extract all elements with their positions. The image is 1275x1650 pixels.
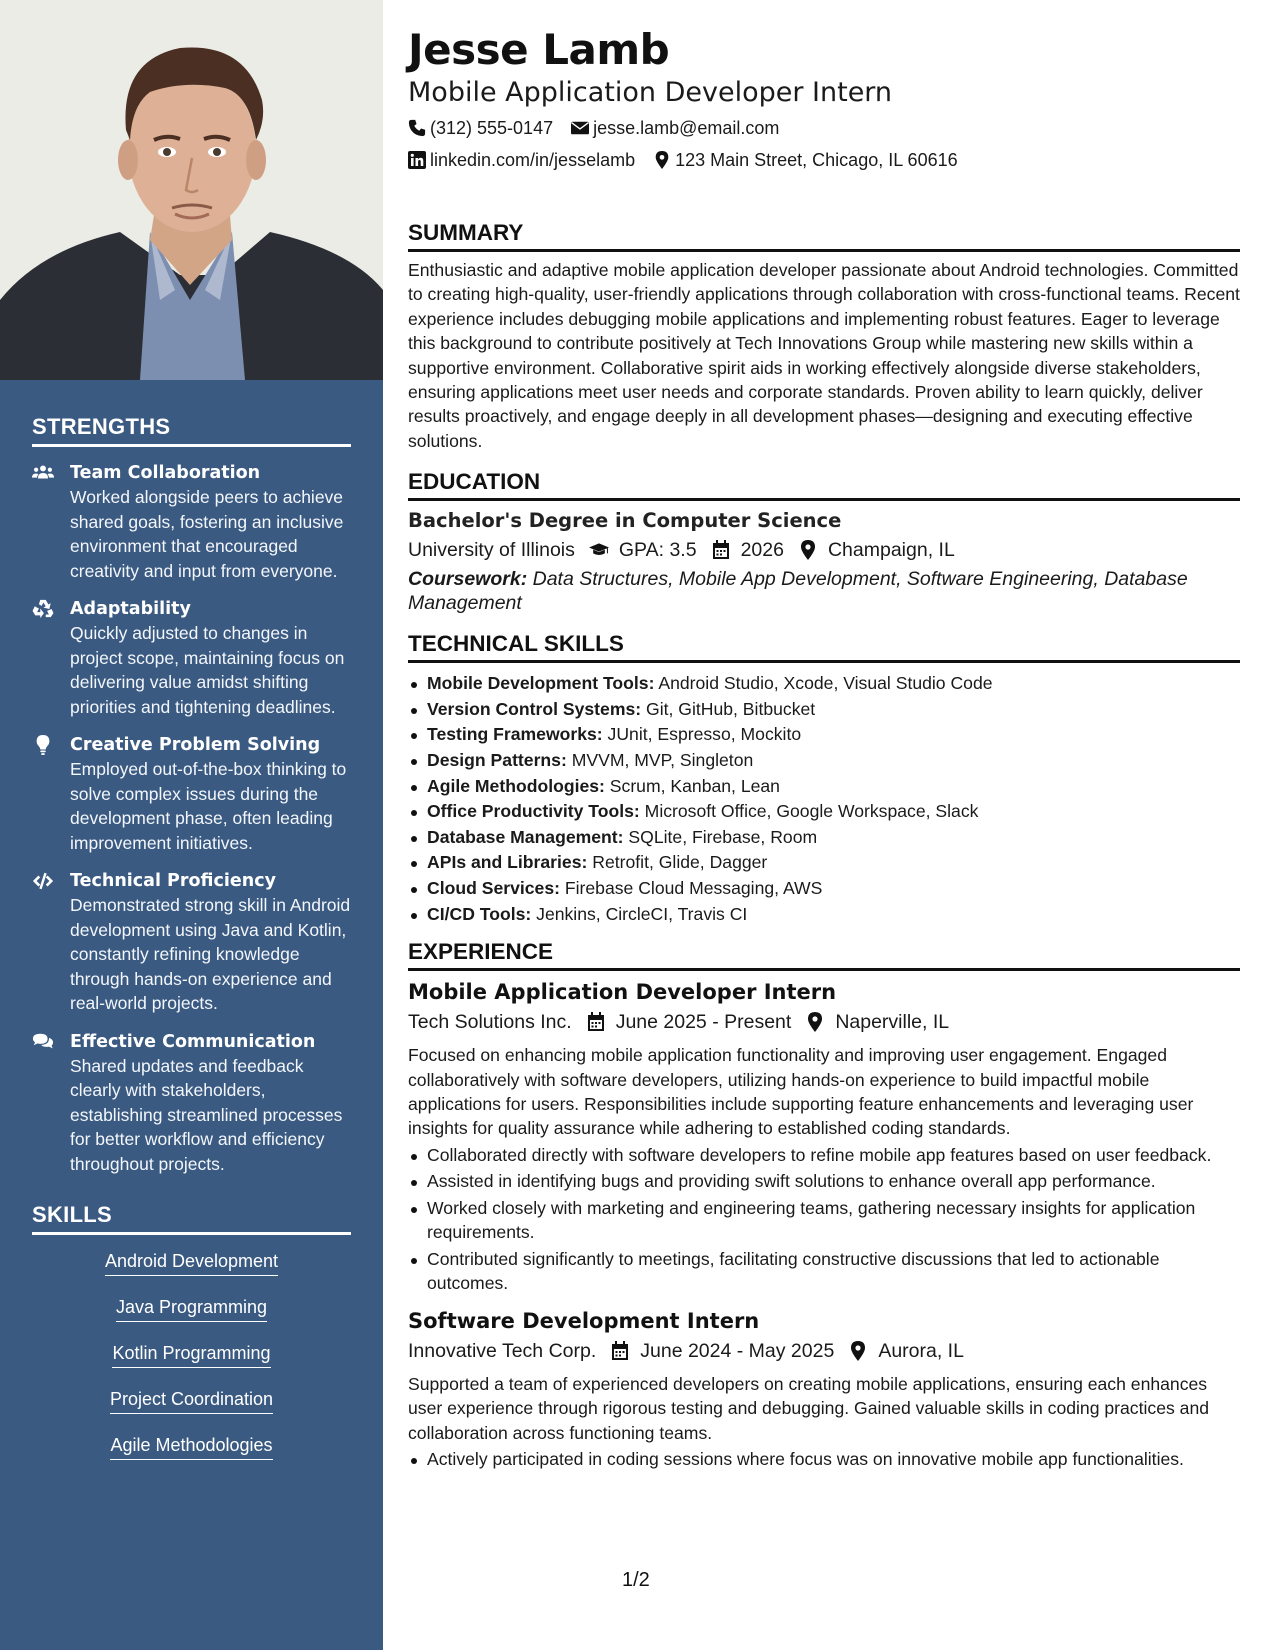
- location-value: Champaign, IL: [827, 539, 955, 562]
- code-icon: [32, 869, 70, 1016]
- skill-category: Office Productivity Tools:: [427, 801, 640, 822]
- technical-skill-item: [408, 671, 1240, 697]
- job-meta: [408, 1336, 1240, 1366]
- coursework: [408, 567, 1240, 615]
- skill-tag: Agile Methodologies: [110, 1433, 272, 1460]
- education-heading: EDUCATION: [408, 467, 1240, 501]
- technical-skill-item: [408, 876, 1240, 902]
- strength-title: Technical Proficiency: [70, 871, 276, 891]
- skill-values: Jenkins, CircleCI, Travis CI: [536, 903, 748, 924]
- skill-category: APIs and Libraries:: [427, 852, 588, 873]
- company-name: Innovative Tech Corp.: [408, 1339, 597, 1362]
- location-value: Aurora, IL: [878, 1339, 964, 1362]
- skill-values: SQLite, Firebase, Room: [628, 826, 818, 847]
- experience-list: [408, 977, 1240, 1471]
- job-dates: [586, 1007, 792, 1037]
- skill-values: Retrofit, Glide, Dagger: [592, 852, 768, 873]
- strength-item: [32, 733, 351, 855]
- job-title: Software Development Intern: [408, 1308, 760, 1333]
- map-pin-icon: [848, 1341, 868, 1361]
- map-pin-icon: [653, 151, 671, 169]
- profile-photo: [0, 0, 383, 380]
- sidebar: [0, 0, 383, 1650]
- skill-category: CI/CD Tools:: [427, 903, 532, 924]
- strength-description: Quickly adjusted to changes in project scope, maintaining focus on delivering value amidst shifting priorities and tightening deadlines.: [70, 623, 345, 717]
- strength-description: Shared updates and feedback clearly with stakeholders, establishing streamlined processes for better workflow and efficiency throughout projects.: [70, 1055, 343, 1174]
- job-bullet: Collaborated directly with software developers to refine mobile app features based on user feedback.: [408, 1143, 1240, 1168]
- skill-values: Scrum, Kanban, Lean: [609, 775, 780, 796]
- strength-item: [32, 1030, 351, 1177]
- envelope-icon: [571, 119, 589, 137]
- gpa-value: GPA: 3.5: [618, 539, 697, 562]
- skill-category: Cloud Services:: [427, 878, 560, 898]
- skill-values: JUnit, Espresso, Mockito: [607, 724, 802, 745]
- skill-category: Database Management:: [427, 826, 624, 847]
- comments-icon: [32, 1030, 70, 1177]
- skill-values: Git, GitHub, Bitbucket: [646, 698, 816, 719]
- dates-value: June 2025 - Present: [615, 1011, 792, 1034]
- company-name: Tech Solutions Inc.: [408, 1011, 572, 1034]
- technical-skill-item: [408, 722, 1240, 748]
- page-number: 1/2: [622, 1569, 650, 1591]
- technical-skill-item: [408, 850, 1240, 876]
- school-name: University of Illinois: [408, 539, 575, 562]
- education-meta: [408, 535, 1240, 565]
- strength-title: Team Collaboration: [70, 463, 261, 483]
- skill-category: Version Control Systems:: [427, 698, 642, 719]
- lightbulb-icon: [32, 733, 70, 855]
- gpa: [589, 535, 697, 565]
- phone-number: (312) 555-0147: [430, 118, 554, 138]
- education-location: [798, 535, 955, 565]
- sidebar-content: [32, 380, 351, 1479]
- skill-values: MVVM, MVP, Singleton: [571, 750, 754, 771]
- linkedin-url[interactable]: linkedin.com/in/jesselamb: [430, 150, 636, 170]
- linkedin-icon: [408, 151, 426, 169]
- technical-skills-heading: TECHNICAL SKILLS: [408, 629, 1240, 663]
- job-bullets: [408, 1447, 1240, 1472]
- candidate-name: Jesse Lamb: [408, 25, 670, 74]
- email-address[interactable]: jesse.lamb@email.com: [593, 118, 780, 138]
- strength-title: Adaptability: [70, 599, 191, 619]
- strengths-heading: STRENGTHS: [32, 380, 351, 447]
- main-content: [408, 0, 1240, 1472]
- strength-title: Effective Communication: [70, 1031, 316, 1052]
- summary-text: Enthusiastic and adaptive mobile application developer passionate about Android technologies. Committed to creating high-quality, user-friendly applications through collaboration with cross-functional teams. Recent experience includes debugging mobile applications and implementing robust features. Eager to leverage this background to contribute positively at Tech Innovations Group while mastering new skills within a supportive environment. Collaborative spirit aids in working effectively alongside diverse stakeholders, ensuring applications meet user needs and corporate standards. Proven ability to learn quickly, deliver results proactively, and engage deeply in all development phases—designing and executing effective solutions.: [408, 260, 1240, 451]
- skill-values: Microsoft Office, Google Workspace, Slack: [644, 801, 979, 822]
- strength-title: Creative Problem Solving: [70, 735, 321, 755]
- strength-description: Demonstrated strong skill in Android development using Java and Kotlin, constantly refining knowledge through hands-on experience and real-world projects.: [70, 895, 351, 1013]
- year-value: 2026: [740, 539, 784, 562]
- contact-row: [408, 112, 1240, 144]
- calendar-icon: [711, 540, 731, 560]
- strength-description: Worked alongside peers to achieve shared goals, fostering an inclusive environment that encouraged creativity and input from everyone.: [70, 487, 344, 581]
- job-summary: Focused on enhancing mobile application functionality and improving user engagement. Engaged collaboratively with software developers, utilizing hands-on experience to build impactful mobile applications for users. Responsibilities include supporting feature enhancements and leveraging user insights for quality assurance while adhering to established coding standards.: [408, 1045, 1194, 1139]
- strength-item: [32, 461, 351, 583]
- skill-values: Android Studio, Xcode, Visual Studio Code: [658, 673, 993, 694]
- job-bullet: Worked closely with marketing and engineering teams, gathering necessary insights for application requirements.: [408, 1196, 1240, 1245]
- address: 123 Main Street, Chicago, IL 60616: [675, 150, 958, 170]
- job-meta: [408, 1007, 1240, 1037]
- skill-values: Firebase Cloud Messaging, AWS: [564, 878, 823, 898]
- users-icon: [32, 461, 70, 583]
- job-bullet: Contributed significantly to meetings, facilitating constructive discussions that led to actionable outcomes.: [408, 1247, 1240, 1296]
- technical-skill-item: [408, 697, 1240, 723]
- job-summary: Supported a team of experienced developers on creating mobile applications, ensuring each enhances user experience through rigorous testing and debugging. Gained valuable skills in coding practices and collaboration across functioning teams.: [408, 1373, 1210, 1443]
- dates-value: June 2024 - May 2025: [640, 1339, 835, 1362]
- technical-skill-item: [408, 799, 1240, 825]
- graduation-year: [711, 535, 784, 565]
- calendar-icon: [586, 1012, 606, 1032]
- job-bullet: Actively participated in coding sessions where focus was on innovative mobile app functionalities.: [408, 1447, 1240, 1472]
- skill-category: Testing Frameworks:: [427, 724, 603, 745]
- skill-category: Agile Methodologies:: [427, 775, 605, 796]
- technical-skill-item: [408, 825, 1240, 851]
- skill-category: Design Patterns:: [427, 750, 567, 771]
- skills-list: [32, 1249, 351, 1479]
- job-location: [848, 1336, 964, 1366]
- summary-heading: SUMMARY: [408, 218, 1240, 252]
- recycle-icon: [32, 597, 70, 719]
- technical-skill-item: [408, 774, 1240, 800]
- address-contact: [653, 144, 958, 176]
- skill-tag: Java Programming: [116, 1295, 267, 1322]
- linkedin-contact[interactable]: [408, 144, 635, 176]
- job-dates: [610, 1336, 834, 1366]
- experience-heading: EXPERIENCE: [408, 937, 1240, 971]
- phone-icon: [408, 119, 426, 137]
- calendar-icon: [610, 1341, 630, 1361]
- technical-skill-item: [408, 748, 1240, 774]
- candidate-title: Mobile Application Developer Intern: [408, 77, 893, 108]
- skills-heading: SKILLS: [32, 1176, 351, 1235]
- skill-tag: Project Coordination: [110, 1387, 273, 1414]
- strength-item: [32, 869, 351, 1016]
- degree-title: Bachelor's Degree in Computer Science: [408, 509, 842, 533]
- job-bullets: [408, 1143, 1240, 1296]
- phone-contact: [408, 112, 553, 144]
- technical-skill-item: [408, 902, 1240, 928]
- experience-entry: [408, 977, 1240, 1296]
- strength-description: Employed out-of-the-box thinking to solve complex issues during the development phase, often leading improvement initiatives.: [70, 759, 347, 853]
- contact-row: [408, 144, 1240, 176]
- technical-skills-list: [408, 671, 1240, 927]
- job-location: [805, 1007, 949, 1037]
- email-contact[interactable]: [571, 112, 779, 144]
- map-pin-icon: [798, 540, 818, 560]
- location-value: Naperville, IL: [835, 1011, 950, 1034]
- strength-item: [32, 597, 351, 719]
- skill-tag: Android Development: [105, 1249, 278, 1276]
- map-pin-icon: [805, 1012, 825, 1032]
- graduation-cap-icon: [589, 540, 609, 560]
- coursework-list: Data Structures, Mobile App Development, Software Engineering, Database Management: [408, 568, 1188, 615]
- job-bullet: Assisted in identifying bugs and providing swift solutions to enhance overall app performance.: [408, 1169, 1240, 1194]
- skill-category: Mobile Development Tools:: [427, 673, 655, 694]
- skill-tag: Kotlin Programming: [112, 1341, 270, 1368]
- job-title: Mobile Application Developer Intern: [408, 980, 837, 1005]
- coursework-label: Coursework:: [408, 568, 528, 591]
- experience-entry: [408, 1306, 1240, 1472]
